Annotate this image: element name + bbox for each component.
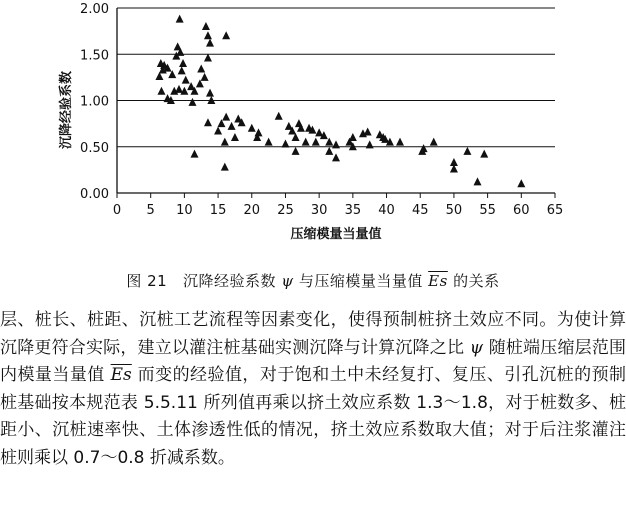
- y-tick-label: 0.50: [80, 140, 109, 156]
- data-point-triangle: [366, 140, 374, 148]
- y-tick-label: 2.00: [80, 2, 109, 17]
- body-text-2: 随桩端压缩层范围内模量当量值: [0, 337, 626, 385]
- data-point-triangle: [206, 39, 214, 47]
- data-point-triangle: [430, 138, 438, 146]
- y-tick-label: 1.50: [80, 48, 109, 64]
- gridlines: [117, 8, 555, 147]
- data-point-triangle: [517, 179, 525, 187]
- data-point-triangle: [175, 85, 183, 93]
- data-point-triangle: [396, 138, 404, 146]
- data-point-triangle: [281, 139, 289, 147]
- data-point-triangle: [157, 87, 165, 95]
- data-point-triangle: [214, 127, 222, 135]
- data-point-triangle: [221, 163, 229, 171]
- data-point-triangle: [222, 31, 230, 39]
- x-tick-label: 10: [176, 203, 193, 218]
- data-point-triangle: [201, 73, 209, 81]
- data-point-triangle: [302, 138, 310, 146]
- data-point-triangle: [228, 122, 236, 130]
- y-tick-label: 0.00: [80, 187, 109, 202]
- body-text-3: 而变的经验值，对于饱和土中未经复打、复压、引孔沉桩的预制桩基础按本规范表 5.5.11 所列值再乘以挤土效应系数 1.3～1.8，对于桩数多、桩距小、沉桩速率快、土体渗透性低的情况，挤土效应系数取大值；对于后注浆灌注桩则乘以 0.7～0.8 折减系数。: [0, 365, 626, 468]
- x-tick-label: 35: [344, 203, 362, 218]
- data-point-triangle: [255, 128, 263, 136]
- x-tick-label: 30: [310, 203, 328, 218]
- data-point-triangle: [178, 66, 186, 74]
- x-tick-label: 60: [513, 203, 530, 218]
- caption-text-2: 与压缩模量当量值: [298, 272, 423, 290]
- figure-number: 图 21: [126, 272, 168, 290]
- data-point-triangle: [480, 150, 488, 158]
- data-point-triangle: [197, 65, 205, 73]
- figure-caption: [0, 270, 626, 291]
- data-point-triangle: [188, 98, 196, 106]
- data-point-triangle: [265, 138, 273, 146]
- x-tick-label: 0: [112, 203, 122, 218]
- tick-labels: [80, 2, 563, 218]
- data-point-triangle: [474, 177, 482, 185]
- body-paragraph: [0, 307, 626, 472]
- data-point-triangle: [364, 127, 372, 135]
- data-point-triangle: [231, 133, 239, 141]
- x-tick-label: 50: [445, 203, 463, 218]
- data-point-triangle: [248, 124, 256, 132]
- data-point-triangle: [202, 22, 210, 30]
- x-axis-label: 压缩模量当量值: [290, 227, 382, 242]
- data-point-triangle: [206, 89, 214, 97]
- data-point-triangle: [312, 138, 320, 146]
- data-point-triangle: [292, 147, 300, 155]
- x-tick-label: 65: [546, 203, 564, 218]
- data-point-triangle: [190, 150, 198, 158]
- caption-phi-symbol: ψ: [281, 272, 294, 290]
- data-point-triangle: [221, 138, 229, 146]
- data-point-triangle: [179, 59, 187, 67]
- data-point-triangle: [176, 15, 184, 23]
- x-tick-label: 15: [209, 203, 227, 218]
- y-tick-label: 1.00: [80, 94, 109, 110]
- x-tick-label: 45: [411, 203, 429, 218]
- caption-text-3: 的关系: [453, 272, 500, 290]
- data-point-triangle: [325, 147, 333, 155]
- body-text-1: 层、桩长、桩距、沉桩工艺流程等因素变化，使得预制桩挤土效应不同。为使计算沉降更符合实际，建立以灌注桩基础实测沉降与计算沉降之比: [0, 310, 626, 358]
- caption-text-1: 沉降经验系数: [183, 272, 277, 290]
- data-point-triangle: [204, 31, 212, 39]
- caption-es-symbol: $\overline{Es}$: [428, 272, 448, 290]
- y-axis-label: 沉降经验系数: [59, 70, 74, 150]
- data-point-triangle: [204, 118, 212, 126]
- data-point-triangle: [332, 140, 340, 148]
- data-point-triangle: [349, 133, 357, 141]
- x-tick-label: 5: [146, 203, 155, 218]
- data-point-triangle: [182, 76, 190, 84]
- x-tick-label: 55: [479, 203, 496, 218]
- body-es-symbol: $\overline{Es}$: [110, 365, 132, 385]
- data-point-triangle: [275, 112, 283, 120]
- x-tick-label: 25: [277, 203, 294, 218]
- data-point-triangle: [332, 153, 340, 161]
- data-point-triangle: [222, 113, 230, 121]
- x-tick-label: 40: [378, 203, 395, 218]
- body-phi-symbol: ψ: [469, 337, 484, 358]
- x-tick-label: 20: [243, 203, 261, 218]
- data-point-triangle: [463, 147, 471, 155]
